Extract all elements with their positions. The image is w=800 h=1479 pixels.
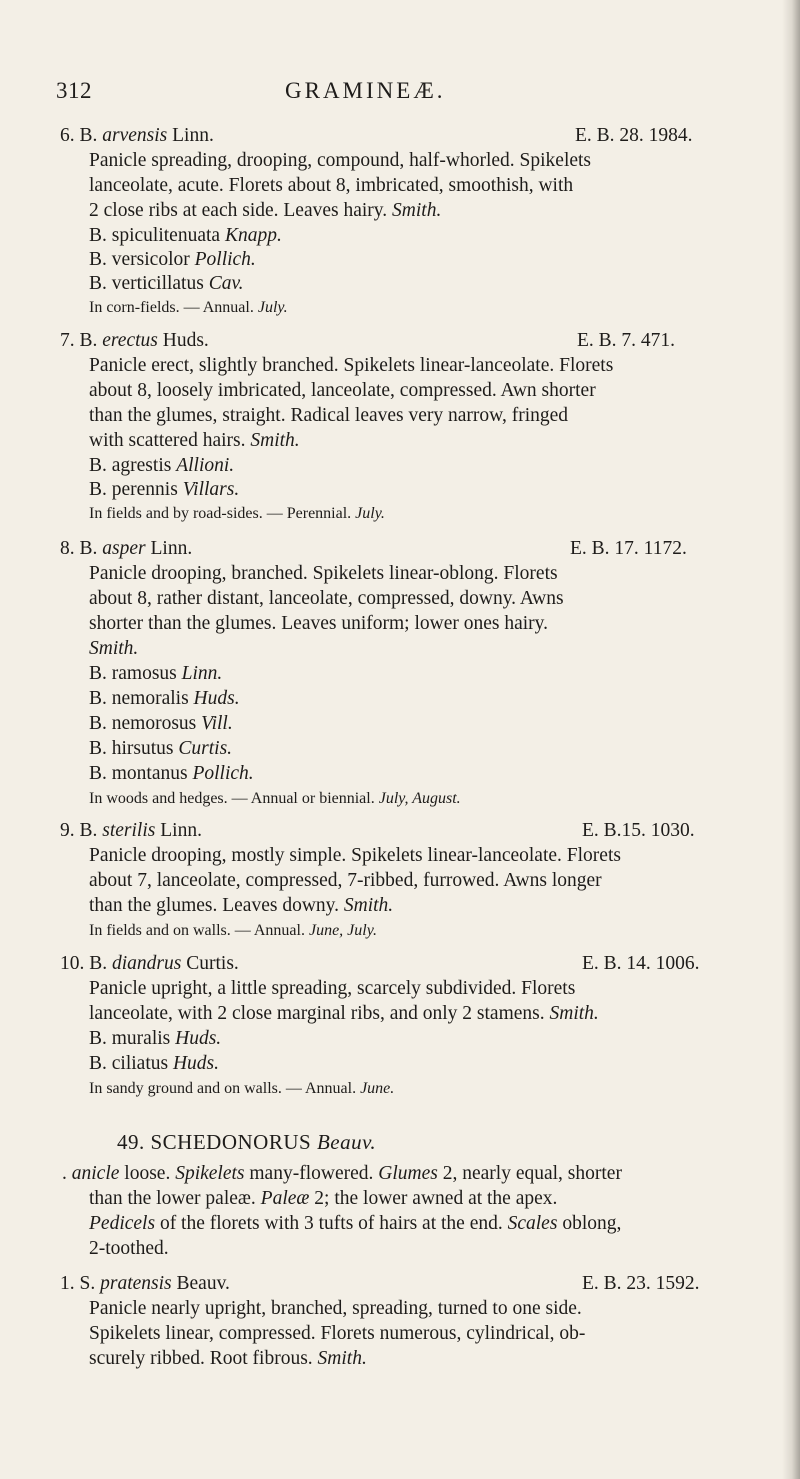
entry-6-habitat: In corn-fields. — Annual. July. bbox=[89, 299, 288, 316]
entry-6-description-line: Panicle spreading, drooping, compound, half-whorled. Spikelets bbox=[89, 150, 592, 171]
entry-6-reference: E. B. 28. 1984. bbox=[575, 125, 693, 146]
entry-9-description-line: Panicle drooping, mostly simple. Spikelets linear-lanceolate. Florets bbox=[89, 845, 621, 866]
entry-9-heading: 9. B. sterilis Linn. bbox=[60, 820, 202, 841]
entry-7-synonym: B. perennis Villars. bbox=[89, 479, 240, 500]
entry-7-description-line: Panicle erect, slightly branched. Spikelets linear-lanceolate. Florets bbox=[89, 355, 614, 376]
entry-6-description-line: 2 close ribs at each side. Leaves hairy. Smith. bbox=[89, 200, 442, 221]
entry-8-synonym: B. hirsutus Curtis. bbox=[89, 738, 233, 759]
entry-8-synonym: B. ramosus Linn. bbox=[89, 663, 223, 684]
page-edge-shadow bbox=[782, 0, 800, 1479]
entry-9-reference: E. B.15. 1030. bbox=[582, 820, 695, 841]
entry-7-synonym: B. agrestis Allioni. bbox=[89, 455, 235, 476]
entry-10-habitat: In sandy ground and on walls. — Annual. June. bbox=[89, 1080, 395, 1097]
entry-7-description-line: than the glumes, straight. Radical leaves very narrow, fringed bbox=[89, 405, 569, 426]
species-1-reference: E. B. 23. 1592. bbox=[582, 1273, 700, 1294]
entry-8-heading: 8. B. asper Linn. bbox=[60, 538, 193, 559]
entry-6-synonym: B. verticillatus Cav. bbox=[89, 273, 244, 294]
entry-8-synonym: B. nemorosus Vill. bbox=[89, 713, 233, 734]
species-1-heading: 1. S. pratensis Beauv. bbox=[60, 1273, 230, 1294]
entry-8-synonym: B. nemoralis Huds. bbox=[89, 688, 240, 709]
entry-10-description-line: lanceolate, with 2 close marginal ribs, and only 2 stamens. Smith. bbox=[89, 1003, 599, 1024]
entry-10-synonym: B. muralis Huds. bbox=[89, 1028, 222, 1049]
entry-7-heading: 7. B. erectus Huds. bbox=[60, 330, 209, 351]
species-1-description-line: Spikelets linear, compressed. Florets numerous, cylindrical, ob- bbox=[89, 1323, 586, 1344]
entry-9-habitat: In fields and on walls. — Annual. June, July. bbox=[89, 922, 377, 939]
entry-8-habitat: In woods and hedges. — Annual or biennial. July, August. bbox=[89, 790, 461, 807]
genus-character-line: Pedicels of the florets with 3 tufts of hairs at the end. Scales oblong, bbox=[89, 1213, 622, 1234]
entry-6-synonym: B. versicolor Pollich. bbox=[89, 249, 256, 270]
genus-character-line: 2-toothed. bbox=[89, 1238, 169, 1259]
entry-7-reference: E. B. 7. 471. bbox=[577, 330, 676, 351]
entry-8-reference: E. B. 17. 1172. bbox=[570, 538, 687, 559]
running-head: GRAMINEÆ. bbox=[285, 78, 446, 103]
entry-6-synonym: B. spiculitenuata Knapp. bbox=[89, 225, 282, 246]
entry-8-description-line: about 8, rather distant, lanceolate, compressed, downy. Awns bbox=[89, 588, 564, 609]
entry-10-synonym: B. ciliatus Huds. bbox=[89, 1053, 219, 1074]
entry-10-heading: 10. B. diandrus Curtis. bbox=[60, 953, 239, 974]
entry-8-description-line: Panicle drooping, branched. Spikelets linear-oblong. Florets bbox=[89, 563, 558, 584]
entry-7-description-line: about 8, loosely imbricated, lanceolate, compressed. Awn shorter bbox=[89, 380, 596, 401]
entry-6-heading: 6. B. arvensis Linn. bbox=[60, 125, 214, 146]
entry-7-habitat: In fields and by road-sides. — Perennial. July. bbox=[89, 505, 385, 522]
genus-heading: 49. SCHEDONORUS Beauv. bbox=[117, 1130, 377, 1154]
entry-9-description-line: about 7, lanceolate, compressed, 7-ribbed, furrowed. Awns longer bbox=[89, 870, 602, 891]
entry-8-synonym: B. montanus Pollich. bbox=[89, 763, 254, 784]
page-number: 312 bbox=[56, 78, 92, 103]
entry-10-description-line: Panicle upright, a little spreading, scarcely subdivided. Florets bbox=[89, 978, 576, 999]
genus-character-line: . anicle loose. Spikelets many-flowered. Glumes 2, nearly equal, shorter bbox=[62, 1163, 622, 1184]
entry-10-reference: E. B. 14. 1006. bbox=[582, 953, 700, 974]
entry-9-description-line: than the glumes. Leaves downy. Smith. bbox=[89, 895, 394, 916]
entry-8-authority: Smith. bbox=[89, 638, 139, 659]
entry-8-description-line: shorter than the glumes. Leaves uniform; lower ones hairy. bbox=[89, 613, 549, 634]
genus-character-line: than the lower paleæ. Paleæ 2; the lower awned at the apex. bbox=[89, 1188, 558, 1209]
entry-6-description-line: lanceolate, acute. Florets about 8, imbricated, smoothish, with bbox=[89, 175, 574, 196]
species-1-description-line: scurely ribbed. Root fibrous. Smith. bbox=[89, 1348, 367, 1369]
species-1-description-line: Panicle nearly upright, branched, spreading, turned to one side. bbox=[89, 1298, 582, 1319]
entry-7-description-line: with scattered hairs. Smith. bbox=[89, 430, 300, 451]
